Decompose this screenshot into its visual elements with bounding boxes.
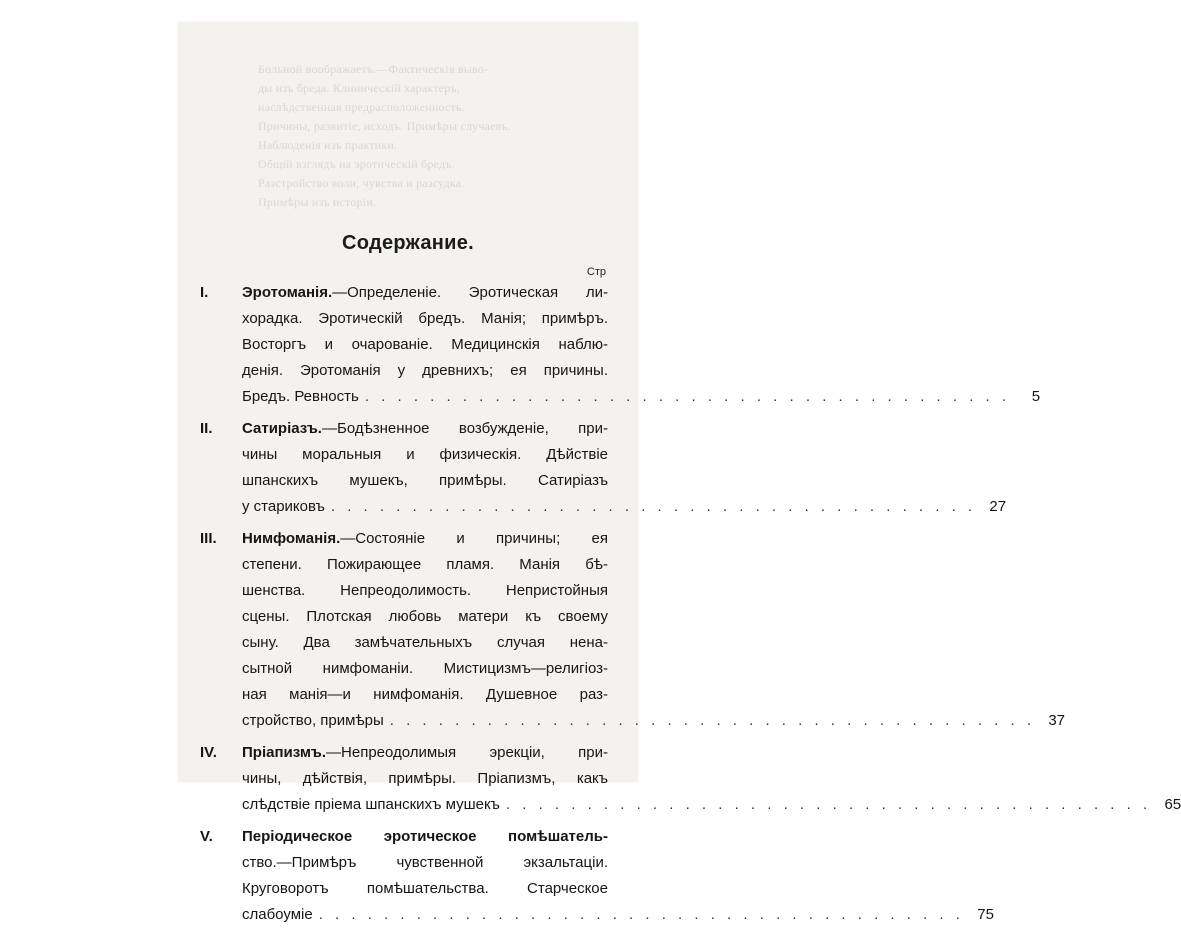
entry-last-line — [242, 792, 1181, 818]
bleed-through-line: наслѣдственная предрасположенность. — [258, 100, 465, 114]
leader-dots: . . . . . . . . . . . . . . . . . . . . . . . . . . . . . . . . . . . . . . . . — [389, 712, 1035, 729]
entry-line: ная манія—и нимфоманія. Душевное раз- — [242, 686, 608, 703]
entry-line: шенства. Непреодолимость. Непристойныя — [242, 582, 608, 599]
toc-entry-5[interactable] — [200, 824, 994, 928]
entry-text: Бредъ. Ревность — [242, 388, 359, 405]
entry-line: Круговоротъ помѣшательства. Старческое — [242, 880, 608, 897]
book-page — [178, 22, 1181, 923]
chapter-heading: Сатиріазъ. — [242, 420, 322, 437]
page-title: Содержание. — [341, 232, 475, 254]
entry-text: —Определеніе. Эротическая ли- — [332, 284, 608, 301]
entry-line: чины, дѣйствія, примѣры. Пріапизмъ, какъ — [242, 770, 608, 787]
bleed-through-line: Общій взглядъ на эротическій бредъ. — [258, 157, 455, 171]
chapter-heading: Періодическое эротическое помѣшатель- — [242, 828, 608, 845]
leader-dots: . . . . . . . . . . . . . . . . . . . . . . . . . . . . . . . . . . . . . . . . — [330, 498, 977, 515]
chapter-numeral: IV. — [200, 744, 217, 761]
page-number: 27 — [989, 498, 1007, 515]
entry-line — [242, 740, 608, 766]
leader-dots: . . . . . . . . . . . . . . . . . . . . . . . . . . . . . . . . . . . . . . . . — [364, 388, 1011, 405]
chapter-heading: Нимфоманія. — [242, 530, 341, 547]
chapter-numeral: III. — [200, 530, 217, 547]
entry-line: сытной нимфоманіи. Мистицизмъ—религіоз- — [242, 660, 608, 677]
entry-line — [242, 280, 608, 306]
entry-text: у стариковъ — [242, 498, 325, 515]
page-number: 5 — [1031, 388, 1041, 405]
entry-line: денія. Эротоманія у древнихъ; ея причины. — [242, 362, 608, 379]
toc-entry-2[interactable] — [200, 416, 1007, 520]
entry-last-line — [242, 384, 1041, 410]
toc-entry-3[interactable] — [200, 526, 1065, 734]
entry-line — [242, 526, 608, 552]
leader-dots: . . . . . . . . . . . . . . . . . . . . . . . . . . . . . . . . . . . . . . . . — [318, 906, 964, 923]
entry-text: стройство, примѣры — [242, 712, 384, 729]
entry-line — [242, 824, 608, 850]
entry-last-line — [242, 902, 994, 928]
entry-last-line — [242, 708, 1065, 734]
bleed-through-line: Примѣры изъ исторіи. — [258, 195, 377, 209]
page-number: 65 — [1164, 796, 1181, 813]
leader-dots: . . . . . . . . . . . . . . . . . . . . . . . . . . . . . . . . . . . . . . . . — [505, 796, 1152, 813]
bleed-through-line: Разстройство воли, чувства и разсудка. — [258, 176, 465, 190]
entry-text: —Непреодолимыя эрекціи, при- — [326, 744, 608, 761]
bleed-through-line: Больной воображаетъ.—Фактическія выво- — [258, 62, 489, 76]
page-number: 37 — [1048, 712, 1065, 729]
entry-line: чины моральныя и физическія. Дѣйствіе — [242, 446, 608, 463]
entry-line: сцены. Плотская любовь матери къ своему — [242, 608, 608, 625]
entry-line: сыну. Два замѣчательныхъ случая нена- — [242, 634, 608, 651]
entry-text: слабоуміе — [242, 906, 313, 923]
entry-line: Восторгъ и очарованіе. Медицинскія наблю- — [242, 336, 608, 353]
entry-line: шпанскихъ мушекъ, примѣры. Сатиріазъ — [242, 472, 608, 489]
chapter-numeral: I. — [200, 284, 209, 301]
page-column-header: Стр — [586, 266, 606, 278]
toc-entry-4[interactable] — [200, 740, 1181, 818]
bleed-through-line: Наблюденія изъ практики. — [258, 138, 398, 152]
chapter-numeral: V. — [200, 828, 213, 845]
bleed-through-line: ды изъ бреда. Клиническій характеръ, — [258, 81, 461, 95]
bleed-through-text — [258, 60, 608, 212]
chapter-heading: Эротоманія. — [242, 284, 333, 301]
entry-text: —Бодѣзненное возбужденіе, при- — [321, 420, 608, 437]
chapter-heading: Пріапизмъ. — [242, 744, 327, 761]
entry-line: ство.—Примѣръ чувственной экзальтаціи. — [242, 854, 608, 871]
entry-last-line — [242, 494, 1007, 520]
entry-line — [242, 416, 608, 442]
entry-line: хорадка. Эротическій бредъ. Манія; примѣръ. — [242, 310, 608, 327]
bleed-through-line: Причины, развитіе, исходъ. Примѣры случаевъ. — [258, 119, 511, 133]
toc-entry-1[interactable] — [200, 280, 1041, 410]
chapter-numeral: II. — [200, 420, 213, 437]
page-number: 75 — [977, 906, 994, 923]
table-of-contents — [200, 280, 1181, 934]
entry-line: степени. Пожирающее пламя. Манія бѣ- — [242, 556, 608, 573]
entry-text: —Состояніе и причины; ея — [340, 530, 608, 547]
entry-text: слѣдствіе пріема шпанскихъ мушекъ — [242, 796, 500, 813]
